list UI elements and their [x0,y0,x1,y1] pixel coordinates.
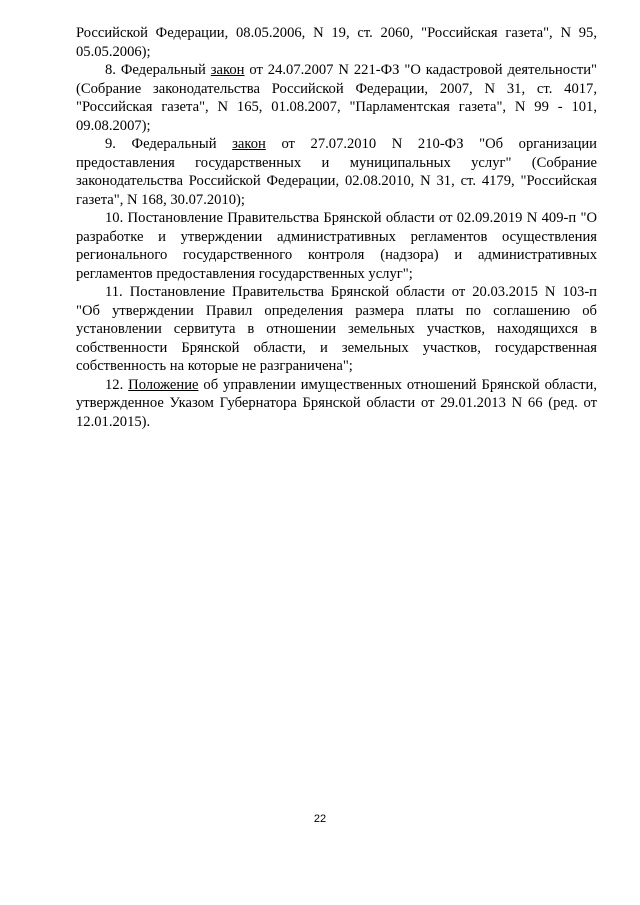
paragraph-text: 8. Федеральный [105,62,211,78]
document-body [76,24,597,431]
law-link[interactable]: закон [210,62,245,78]
paragraph-continuation [76,24,597,61]
paragraph-item-9 [76,135,597,209]
paragraph-text: от 24.07.2007 N 221-ФЗ "О кадастровой деятельности" (Собрание законодательства Российской Федерации, 2007, N 31, ст. 4017, "Российская газета", N 165, 01.08.2007, "Парламентская газета", N 99 - 101, 09.08.2007); [76,62,597,134]
paragraph-text: от 27.07.2010 N 210-ФЗ "Об организации предоставления государственных и муниципальных услуг" (Собрание законодательства Российской Федерации, 02.08.2010, N 31, ст. 4179, "Российская газета", N 168, 30.07.2010); [76,136,597,208]
law-link[interactable]: закон [232,136,266,152]
paragraph-item-8 [76,61,597,135]
paragraph-text: 11. Постановление Правительства Брянской области от 20.03.2015 N 103-п "Об утверждении Правил определения размера платы по соглашению об установлении сервитута в отношении земельных участков, находящихся в собственности Брянской области, и земельных участков, государственная собственность на которые не разграничена"; [76,284,597,374]
paragraph-text: Российской Федерации, 08.05.2006, N 19, ст. 2060, "Российская газета", N 95, 05.05.2006); [76,25,597,60]
paragraph-item-12 [76,376,597,432]
page-number: 22 [313,813,327,825]
regulation-link[interactable]: Положение [128,376,199,393]
paragraph-item-11 [76,283,597,376]
paragraph-item-10 [76,209,597,283]
paragraph-text: 9. Федеральный [105,136,233,152]
paragraph-text: 10. Постановление Правительства Брянской области от 02.09.2019 N 409-п "О разработке и утверждении административных регламентов осуществления регионального государственного контроля (надзора) и административных регламентов предоставления государственных услуг"; [76,210,597,282]
paragraph-text: 12. [105,376,129,393]
paragraph-text: об управлении имущественных отношений Брянской области, утвержденное Указом Губернатора Брянской области от 29.01.2013 N 66 (ред. от 12.01.2015). [76,376,597,430]
